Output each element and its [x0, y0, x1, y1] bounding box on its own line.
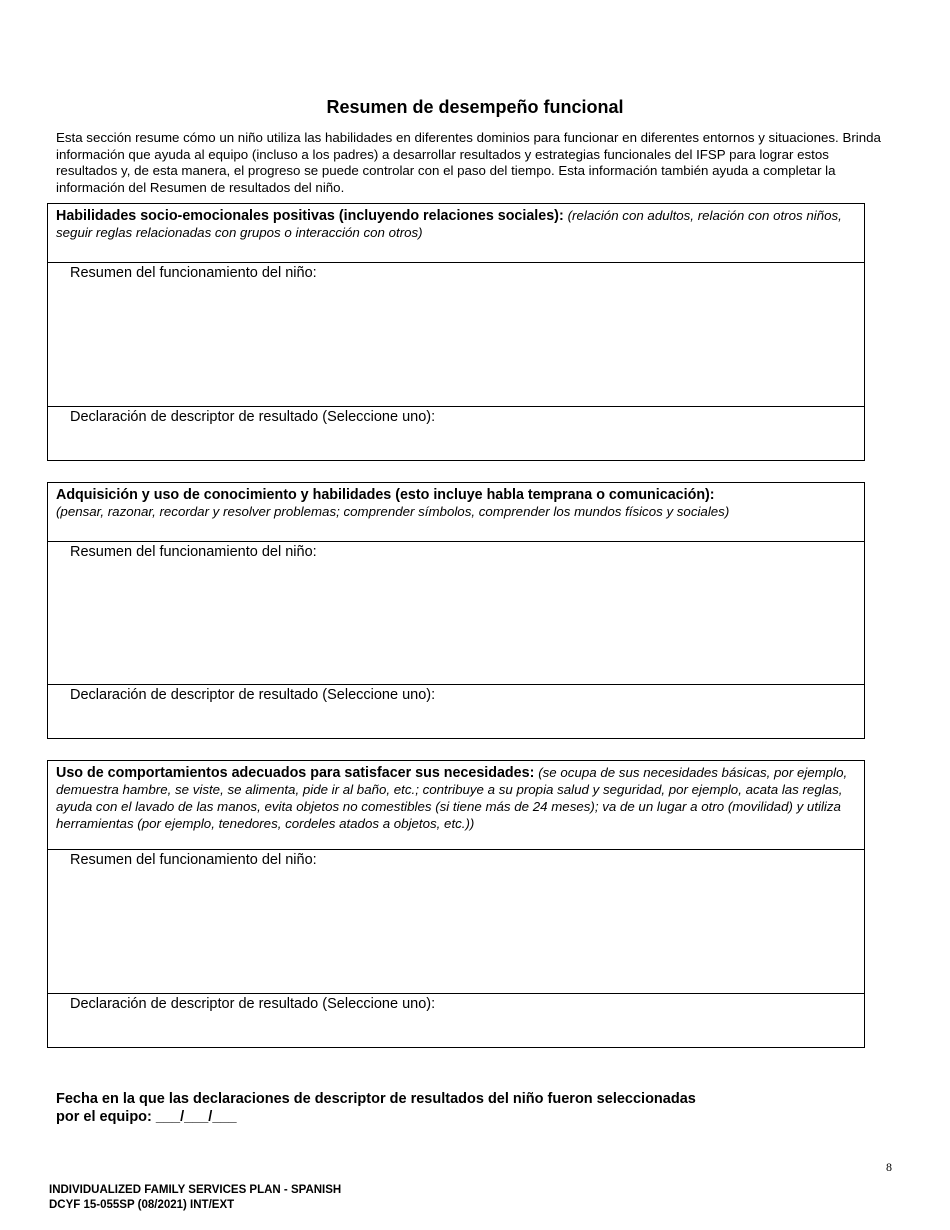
summary-label: Resumen del funcionamiento del niño: — [70, 265, 317, 281]
section-header — [48, 483, 864, 541]
page-number: 8 — [886, 1160, 892, 1174]
selection-date-field[interactable] — [56, 1090, 696, 1126]
section-description: (se ocupa de sus necesidades básicas, por ejemplo, demuestra hambre, se viste, se alimenta, pide ir al baño, etc.; contribuye a su propia salud y seguridad, por ejemplo, acata las reglas, ayuda con el lavado de las manos, evita objetos no comestibles (si tiene más de 24 meses); va de un lugar a otro (movilidad) y utiliza herramientas (por ejemplo, tenedores, cordeles atados a objetos, etc.)) — [56, 765, 848, 831]
section-header — [48, 761, 864, 849]
section-heading: Adquisición y uso de conocimiento y habilidades (esto incluye habla temprana o comunicación): — [56, 487, 715, 503]
descriptor-label: Declaración de descriptor de resultado (Seleccione uno): — [70, 409, 436, 425]
intro-paragraph: Esta sección resume cómo un niño utiliza las habilidades en diferentes dominios para funcionar en diferentes entornos y situaciones. Brinda información que ayuda al equipo (incluso a los padres) a desarrollar resultados y estrategias funcionales del IFSP para lograr estos resultados y, de esta manera, el progreso se puede controlar con el paso del tiempo. Esta información también ayuda a completar la información del Resumen de resultados del niño. — [56, 130, 881, 195]
summary-label: Resumen del funcionamiento del niño: — [70, 852, 317, 868]
form-footer — [49, 1183, 341, 1212]
section-box-knowledge-skills — [47, 482, 865, 739]
descriptor-field[interactable] — [48, 684, 864, 739]
descriptor-field[interactable] — [48, 993, 864, 1048]
descriptor-label: Declaración de descriptor de resultado (Seleccione uno): — [70, 687, 436, 703]
section-box-social-emotional — [47, 203, 865, 461]
summary-label: Resumen del funcionamiento del niño: — [70, 544, 317, 560]
section-box-appropriate-behaviors — [47, 760, 865, 1048]
footer-form-number: DCYF 15-055SP (08/2021) INT/EXT — [49, 1198, 235, 1211]
section-description: (pensar, razonar, recordar y resolver problemas; comprender símbolos, comprender los mundos físicos y sociales) — [56, 504, 730, 519]
section-heading: Uso de comportamientos adecuados para satisfacer sus necesidades: — [56, 765, 535, 781]
footer-form-title: INDIVIDUALIZED FAMILY SERVICES PLAN - SPANISH — [49, 1184, 342, 1196]
selection-date-line-1: Fecha en la que las declaraciones de descriptor de resultados del niño fueron seleccionadas — [56, 1091, 696, 1107]
summary-field[interactable] — [48, 849, 864, 993]
descriptor-label: Declaración de descriptor de resultado (Seleccione uno): — [70, 996, 436, 1012]
descriptor-field[interactable] — [48, 406, 864, 461]
section-description: (relación con adultos, relación con otros niños, seguir reglas relacionadas con grupos o interacción con otros) — [56, 208, 842, 240]
selection-date-line-2: por el equipo: ___/___/___ — [56, 1109, 237, 1125]
summary-field[interactable] — [48, 541, 864, 685]
page-title: Resumen de desempeño funcional — [326, 97, 624, 117]
summary-field[interactable] — [48, 262, 864, 406]
section-heading: Habilidades socio-emocionales positivas (incluyendo relaciones sociales): — [56, 208, 564, 224]
section-header — [48, 204, 864, 262]
